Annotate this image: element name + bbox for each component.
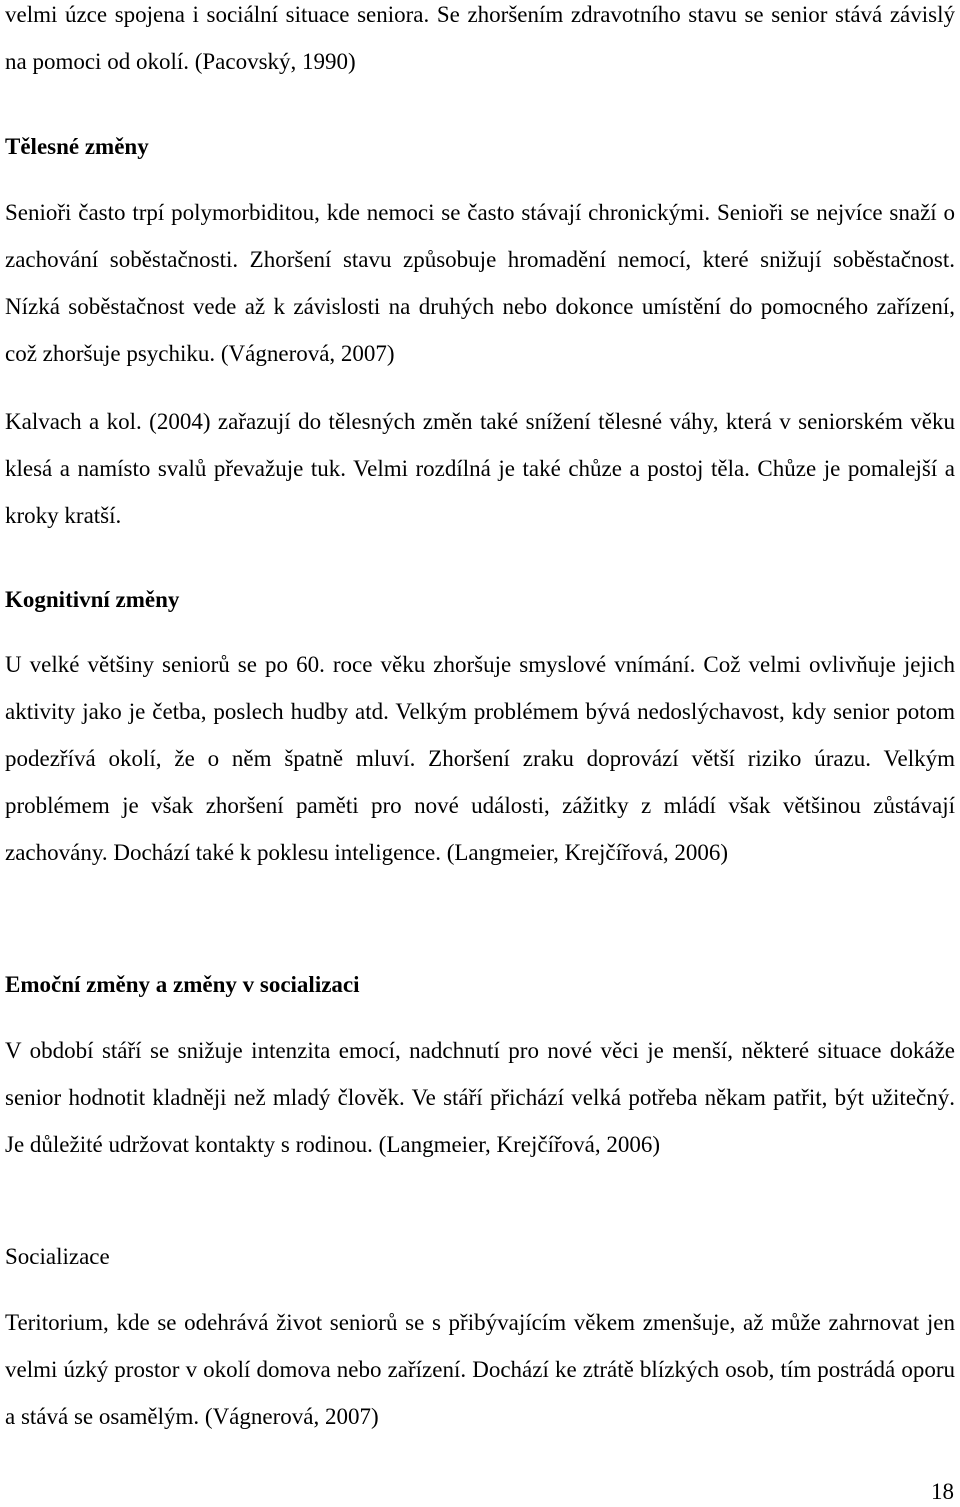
page-number: 18 bbox=[931, 1479, 954, 1504]
paragraph-teritorium: Teritorium, kde se odehrává život seniorů se s přibývajícím věkem zmenšuje, až může zahrnovat jen velmi úzký prostor v okolí domova nebo zařízení. Dochází ke ztrátě blízkých osob, tím postrádá oporu a stává se osamělým. (Vágnerová, 2007) bbox=[5, 1310, 955, 1429]
paragraph-telesne-zmeny: Senioři často trpí polymorbiditou, kde nemoci se často stávají chronickými. Senioři se nejvíce snaží o zachování soběstačnosti. Zhoršení stavu způsobuje hromadění nemocí, které snižují soběstačnost. Nízká soběstačnost vede až k závislosti na druhých nebo dokonce umístění do pomocného zařízení, což zhoršuje psychiku. (Vágnerová, 2007) bbox=[5, 200, 955, 366]
paragraph-kalvach: Kalvach a kol. (2004) zařazují do tělesných změn také snížení tělesné váhy, která v seniorském věku klesá a namísto svalů převažuje tuk. Velmi rozdílná je také chůze a postoj těla. Chůze je pomalejší a kroky kratší. bbox=[5, 409, 955, 528]
heading-kognitivni-zmeny: Kognitivní změny bbox=[5, 587, 180, 612]
paragraph-emocni-zmeny: V období stáří se snižuje intenzita emocí, nadchnutí pro nové věci je menší, některé situace dokáže senior hodnotit kladněji než mladý člověk. Ve stáří přichází velká potřeba někam patřit, být užitečný. Je důležité udržovat kontakty s rodinou. (Langmeier, Krejčířová, 2006) bbox=[5, 1038, 955, 1157]
heading-socializace: Socializace bbox=[5, 1244, 110, 1269]
heading-emocni-zmeny: Emoční změny a změny v socializaci bbox=[5, 972, 360, 997]
paragraph-kognitivni-zmeny: U velké většiny seniorů se po 60. roce věku zhoršuje smyslové vnímání. Což velmi ovlivňuje jejich aktivity jako je četba, poslech hudby atd. Velkým problémem bývá nedoslýchavost, kdy senior potom podezřívá okolí, že o něm špatně mluví. Zhoršení zraku doprovází větší riziko úrazu. Velkým problémem je však zhoršení paměti pro nové události, zážitky z mládí však většinou zůstávají zachovány. Dochází také k poklesu inteligence. (Langmeier, Krejčířová, 2006) bbox=[5, 652, 955, 865]
paragraph-intro: velmi úzce spojena i sociální situace seniora. Se zhoršením zdravotního stavu se senior stává závislý na pomoci od okolí. (Pacovský, 1990) bbox=[5, 2, 955, 74]
heading-telesne-zmeny: Tělesné změny bbox=[5, 134, 149, 159]
